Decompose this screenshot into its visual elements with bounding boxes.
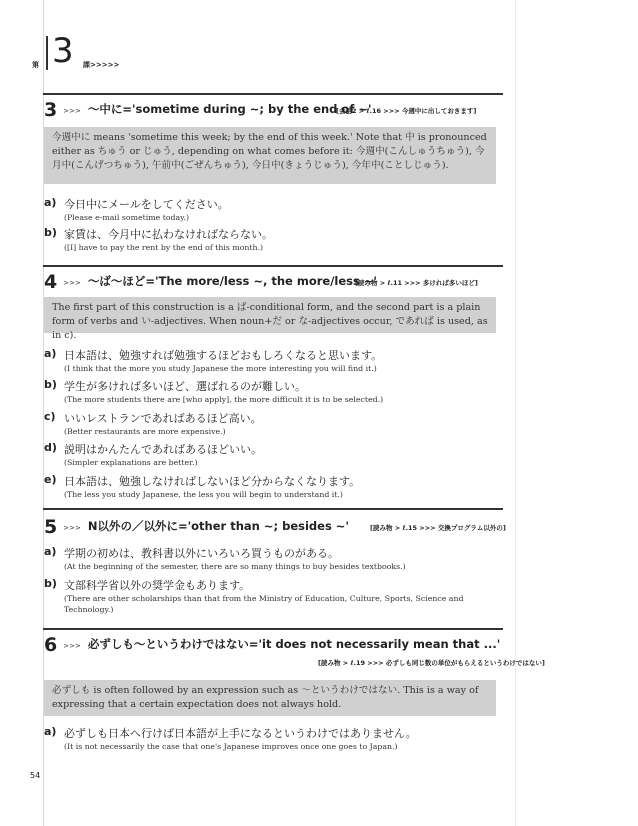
example-translation: (Better restaurants are more expensive.)	[64, 427, 226, 436]
section-title: 必ずしも～というわけではない='it does not necessarily mean that ...'	[87, 637, 501, 651]
section-reference: [読み物 > ℓ.19 >>> 必ずしも同じ数の単位がもらえるというわけではない]	[318, 659, 545, 667]
example-japanese: いいレストランであればあるほど高い。	[64, 412, 262, 425]
margin-line-right	[515, 0, 516, 826]
section-heading	[44, 99, 371, 121]
example-translation: (The more students there are [who apply], the more difficult it is to be selected.)	[64, 395, 384, 404]
section-rule	[43, 93, 503, 95]
example-label: e)	[44, 473, 57, 486]
chapter-suffix: 課>>>>>	[83, 60, 120, 69]
example-japanese: 今日中にメールをしてください。	[64, 198, 229, 211]
section-rule	[43, 265, 503, 267]
example-japanese: 家賃は、今月中に払わなければならない。	[64, 228, 273, 241]
example-translation: (At the beginning of the semester, there are so many things to buy besides textbooks.)	[64, 562, 406, 571]
chapter-prefix: 第	[32, 60, 39, 69]
example-translation: (I think that the more you study Japanese the more interesting you will find it.)	[64, 364, 377, 373]
chapter-number: 3	[52, 31, 74, 71]
section-reference: [読み物 > ℓ.11 >>> 多ければ多いほど]	[355, 279, 478, 287]
example-translation: (Simpler explanations are better.)	[64, 458, 198, 467]
example-japanese: 日本語は、勉強すれば勉強するほどおもしろくなると思います。	[64, 349, 383, 362]
example-translation: (Please e-mail sometime today.)	[64, 213, 190, 222]
example-japanese: 日本語は、勉強しなければしないほど分からなくなります。	[64, 475, 361, 488]
example-japanese: 学生が多ければ多いほど、選ばれるのが難しい。	[64, 380, 306, 393]
section-heading	[44, 271, 377, 293]
example-label: a)	[44, 196, 57, 209]
example-japanese: 文部科学省以外の奨学金もあります。	[64, 579, 251, 592]
section-title: ～中に='sometime during ~; by the end of ~'	[87, 102, 372, 116]
section-number: 6	[44, 634, 58, 656]
example-japanese: 説明はかんたんであればあるほどいい。	[64, 443, 262, 456]
grammar-note: 今週中に means 'sometime this week; by the end of this week.' Note that 中 is pronounced either as ちゅう or じゅう, depending on what comes before it: 今週中(こんしゅうちゅう), 今月中(こんげつちゅう), 午前中(ごぜんちゅう), 今日中(きょうじゅう), 今年中(ことしじゅう).	[44, 127, 496, 184]
example-label: a)	[44, 545, 57, 558]
example-japanese: 必ずしも日本へ行けば日本語が上手になるというわけではありません。	[64, 727, 417, 740]
section-title: N以外の／以外に='other than ~; besides ~'	[87, 519, 349, 533]
example-label: a)	[44, 347, 57, 360]
example-label: d)	[44, 441, 57, 454]
chapter-bar	[46, 36, 48, 70]
example-label: a)	[44, 725, 57, 738]
section-title: ～ば～ほど='The more/less ~, the more/less ~'	[87, 274, 377, 288]
section-number: 3	[44, 99, 58, 121]
section-marker: >>>	[63, 524, 81, 532]
section-reference: [会話2 > ℓ.16 >>> 今週中に出しておきます]	[336, 107, 477, 115]
example-label: b)	[44, 226, 57, 239]
example-japanese: 学期の初めは、教科書以外にいろいろ買うものがある。	[64, 547, 339, 560]
section-number: 4	[44, 271, 58, 293]
example-translation: (There are other scholarships than that from the Ministry of Education, Culture, Sports, Science and Technology.)	[64, 594, 464, 614]
example-translation: ([I] have to pay the rent by the end of this month.)	[64, 243, 264, 252]
example-label: c)	[44, 410, 56, 423]
example-translation: (It is not necessarily the case that one's Japanese improves once one goes to Japan.)	[64, 742, 398, 751]
section-marker: >>>	[63, 107, 81, 115]
example-label: b)	[44, 577, 57, 590]
page-number: 54	[30, 771, 41, 780]
section-rule	[43, 628, 503, 630]
example-label: b)	[44, 378, 57, 391]
section-marker: >>>	[63, 279, 81, 287]
section-marker: >>>	[63, 642, 81, 650]
example-translation: (The less you study Japanese, the less you will begin to understand it.)	[64, 490, 343, 499]
section-heading	[44, 634, 500, 656]
grammar-note: The first part of this construction is a ば-conditional form, and the second part is a plain form of verbs and い-adjectives. When noun+だ or な-adjectives occur, であれば is used, as in c).	[44, 297, 496, 333]
section-reference: [読み物 > ℓ.15 >>> 交換プログラム以外の]	[370, 524, 506, 532]
section-rule	[43, 508, 503, 510]
grammar-note: 必ずしも is often followed by an expression such as ～というわけではない. This is a way of expressing that a certain expectation does not always hold.	[44, 680, 496, 716]
section-heading	[44, 516, 349, 538]
section-number: 5	[44, 516, 58, 538]
